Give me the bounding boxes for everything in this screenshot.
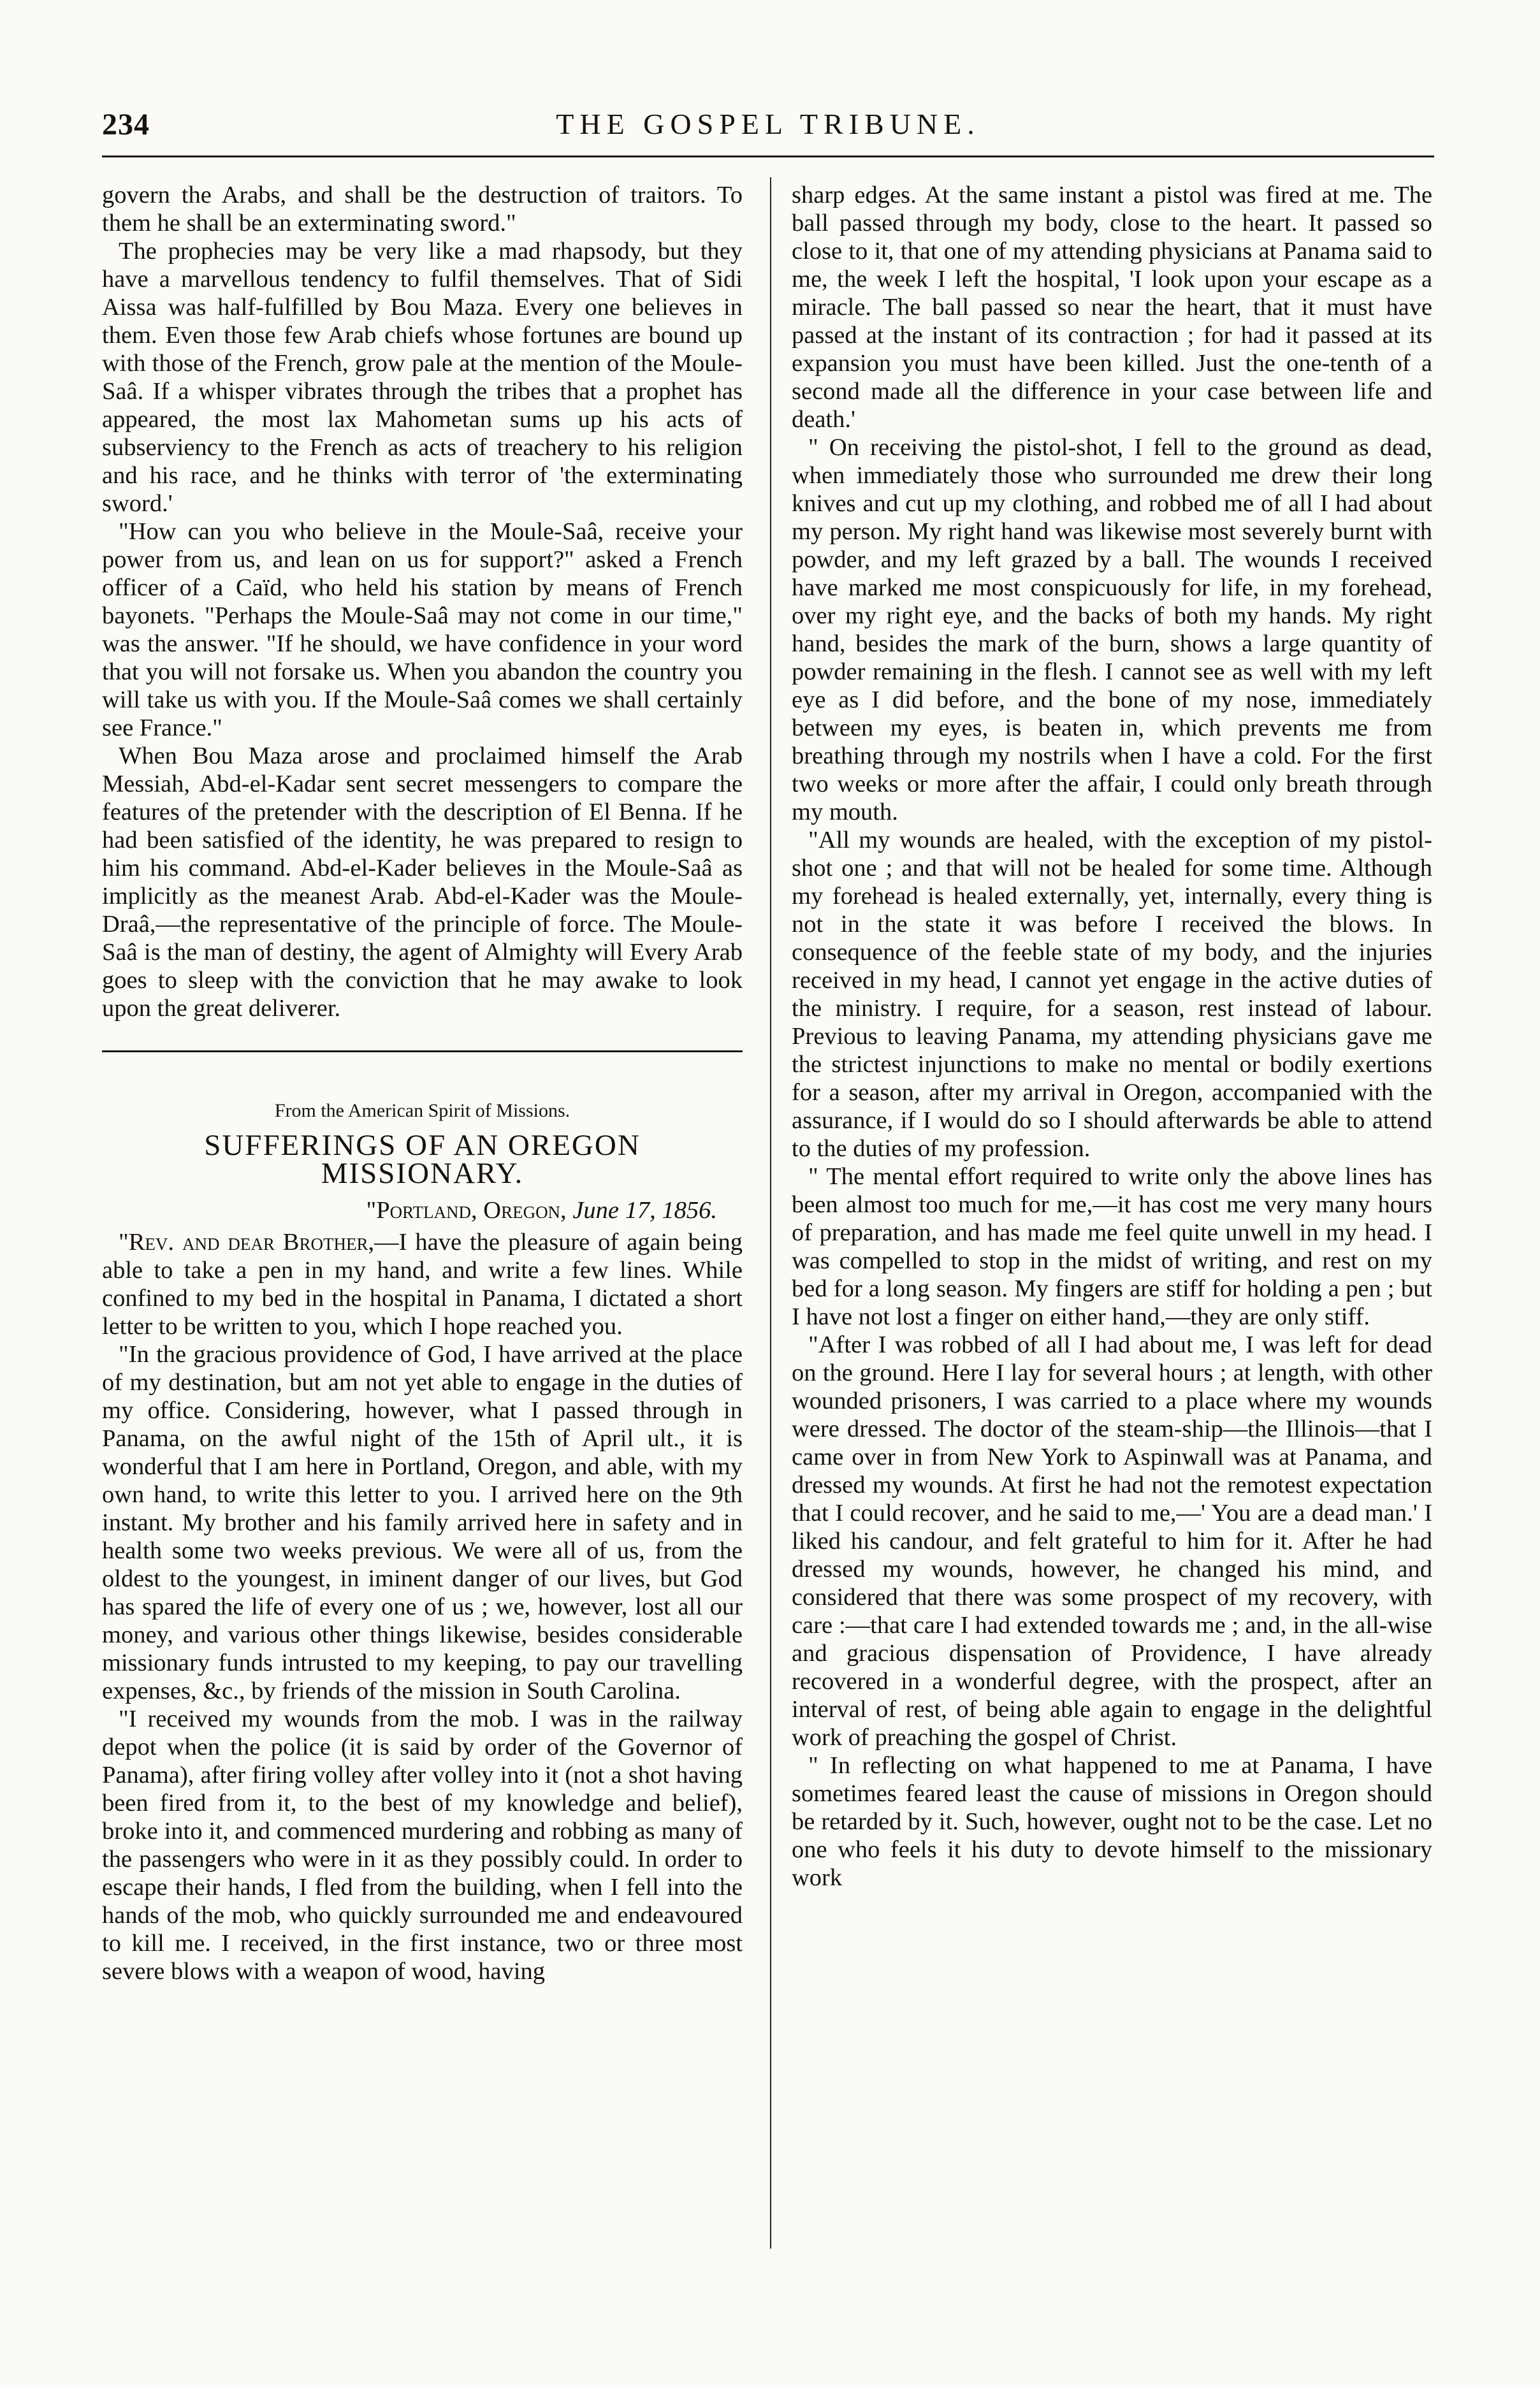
paragraph: govern the Arabs, and shall be the destruction of traitors. To them he shall be an exterminating sword." [102,182,743,236]
left-column [102,181,743,1985]
source-note: From the American Spirit of Missions. [274,1100,570,1121]
paragraph: The prophecies may be very like a mad rhapsody, but they have a marvellous tendency to fulfil themselves. That of Sidi Aissa was half-fulfilled by Bou Maza. Every one believes in them. Even those few Arab chiefs whose fortunes are bound up with those of the French, grow pale at the mention of the Moule-Saâ. If a whisper vibrates through the tribes that a prophet has appeared, the most lax Mahometan sums up his acts of subserviency to the French as acts of treachery to his religion and his race, and he thinks with terror of 'the exterminating sword.' [102,238,743,517]
dateline-place: "Portland, Oregon, [366,1197,567,1224]
paragraph: "How can you who believe in the Moule-Saâ, receive your power from us, and lean on us for support?" asked a French officer of a Caïd, who held his station by means of French bayonets. "Perhaps the Moule-Saâ may not come in our time," was the answer. "If he should, we have confidence in your word that you will not forsake us. When you abandon the country you will take us with you. If the Moule-Saâ comes we shall certainly see France." [102,518,743,741]
paragraph: sharp edges. At the same instant a pistol was fired at me. The ball passed through my body, close to the heart. It passed so close to it, that one of my attending physicians at Panama said to me, the week I left the hospital, 'I look upon your escape as a miracle. The ball passed so near the heart, that it must have passed at the instant of its contraction ; for had it passed at its expansion you must have been killed. Just the one-tenth of a second made all the difference in your case between life and death.' [792,182,1432,433]
paragraph: "All my wounds are healed, with the exception of my pistol-shot one ; and that will not be healed for some time. Although my forehead is healed externally, yet, internally, every thing is not in the state it was before I received the blows. In consequence of the feeble state of my body, and the injuries received in my head, I cannot yet engage in the active duties of the ministry. I require, for a season, rest instead of labour. Previous to leaving Panama, my attending physicians gave me the strictest injunctions to make no mental or bodily exertions for a season, after my arrival in Oregon, accompanied with the assurance, if I would do so I should afterwards be able to attend to the duties of my profession. [792,827,1432,1162]
paragraph-text: —I have the pleasure of again being able to take a pen in my hand, and write a few lines. While confined to my bed in the hospital in Panama, I dictated a short letter to be written to you, which I hope reached you. [102,1229,743,1340]
dateline [102,1196,717,1224]
column-divider [770,177,771,2249]
section-divider [102,1050,743,1052]
paragraph: "After I was robbed of all I had about me, I was left for dead on the ground. Here I lay for several hours ; at length, with other wounded prisoners, I was carried to a place where my wounds were dressed. The doctor of the steam-ship—the Illinois—that I came over in from New York to Aspinwall was at Panama, and dressed my wounds. At first he had not the remotest expectation that I could recover, and he said to me,—' You are a dead man.' I liked his candour, and felt grateful to him for it. After he had dressed my wounds, however, he changed his mind, and considered that there was some prospect of my recovery, with care :—that care I had extended towards me ; and, in the all-wise and gracious dispensation of Providence, I have already recovered in a wonderful degree, with the prospect, after an interval of rest, of being able again to engage in the delightful work of preaching the gospel of Christ. [792,1331,1432,1751]
paragraph: "In the gracious providence of God, I have arrived at the place of my destination, but am not yet able to engage in the duties of my office. Considering, however, what I passed through in Panama, on the awful night of the 15th of April ult., it is wonderful that I am here in Portland, Oregon, and able, with my own hand, to write this letter to you. I arrived here on the 9th instant. My brother and his family arrived here in safety and in health some two weeks previous. We were all of us, from the oldest to the youngest, in iminent danger of our lives, but God has spared the life of every one of us ; we, however, lost all our money, and various other things likewise, besides considerable missionary funds intrusted to my keeping, to pay our travelling expenses, &c., by friends of the mission in South Carolina. [102,1341,743,1704]
running-title: THE GOSPEL TRIBUNE. [556,108,980,140]
paragraph: "I received my wounds from the mob. I was in the railway depot when the police (it is said by order of the Governor of Panama), after firing volley after volley into it (not a shot having been fired from it, to the best of my knowledge and belief), broke into it, and commenced murdering and robbing as many of the passengers who were in it as they possibly could. In order to escape their hands, I fled from the building, when I fell into the hands of the mob, who quickly surrounded me and endeavoured to kill me. I received, in the first instance, two or three most severe blows with a weapon of wood, having [102,1706,743,1985]
page-number: 234 [102,108,150,141]
letter-opening [102,1228,743,1340]
dateline-date: June 17, 1856. [572,1197,717,1224]
article-title: SUFFERINGS OF AN OREGON MISSIONARY. [204,1129,641,1190]
salutation: "Rev. and dear Brother, [119,1229,375,1256]
paragraph: When Bou Maza arose and proclaimed himself the Arab Messiah, Abd-el-Kadar sent secret messengers to compare the features of the pretender with the description of El Benna. If he had been satisfied of the identity, he was prepared to resign to him his command. Abd-el-Kader believes in the Moule-Saâ as implicitly as the meanest Arab. Abd-el-Kader was the Moule-Draâ,—the representative of the principle of force. The Moule-Saâ is the man of destiny, the agent of Almighty will Every Arab goes to sleep with the conviction that he may awake to look upon the great deliverer. [102,743,743,1022]
paragraph: " The mental effort required to write only the above lines has been almost too much for me,—it has cost me very many hours of preparation, and has made me feel quite unwell in my head. I was compelled to stop in the midst of writing, and rest on my bed for a long season. My fingers are stiff for holding a pen ; but I have not lost a finger on either hand,—they are only stiff. [792,1163,1432,1330]
paragraph: " In reflecting on what happened to me at Panama, I have sometimes feared least the cause of missions in Oregon should be retarded by it. Such, however, ought not to be the case. Let no one who feels it his duty to devote himself to the missionary work [792,1752,1432,1891]
header-rule [102,156,1434,157]
paragraph: " On receiving the pistol-shot, I fell to the ground as dead, when immediately those who surrounded me drew their long knives and cut up my clothing, and robbed me of all I had about my person. My right hand was likewise most severely burnt with powder, and my left grazed by a ball. The wounds I received have marked me most conspicuously for life, in my forehead, over my right eye, and the backs of both my hands. My right hand, besides the mark of the burn, shows a large quantity of powder remaining in the flesh. I cannot see as well with my left eye as I did before, and the bone of my nose, immediately between my eyes, is beaten in, which prevents me from breathing through my nostrils when I have a cold. For the first two weeks or more after the affair, I could only breath through my mouth. [792,434,1432,825]
right-column [792,181,1432,1892]
page-header [102,107,1434,153]
